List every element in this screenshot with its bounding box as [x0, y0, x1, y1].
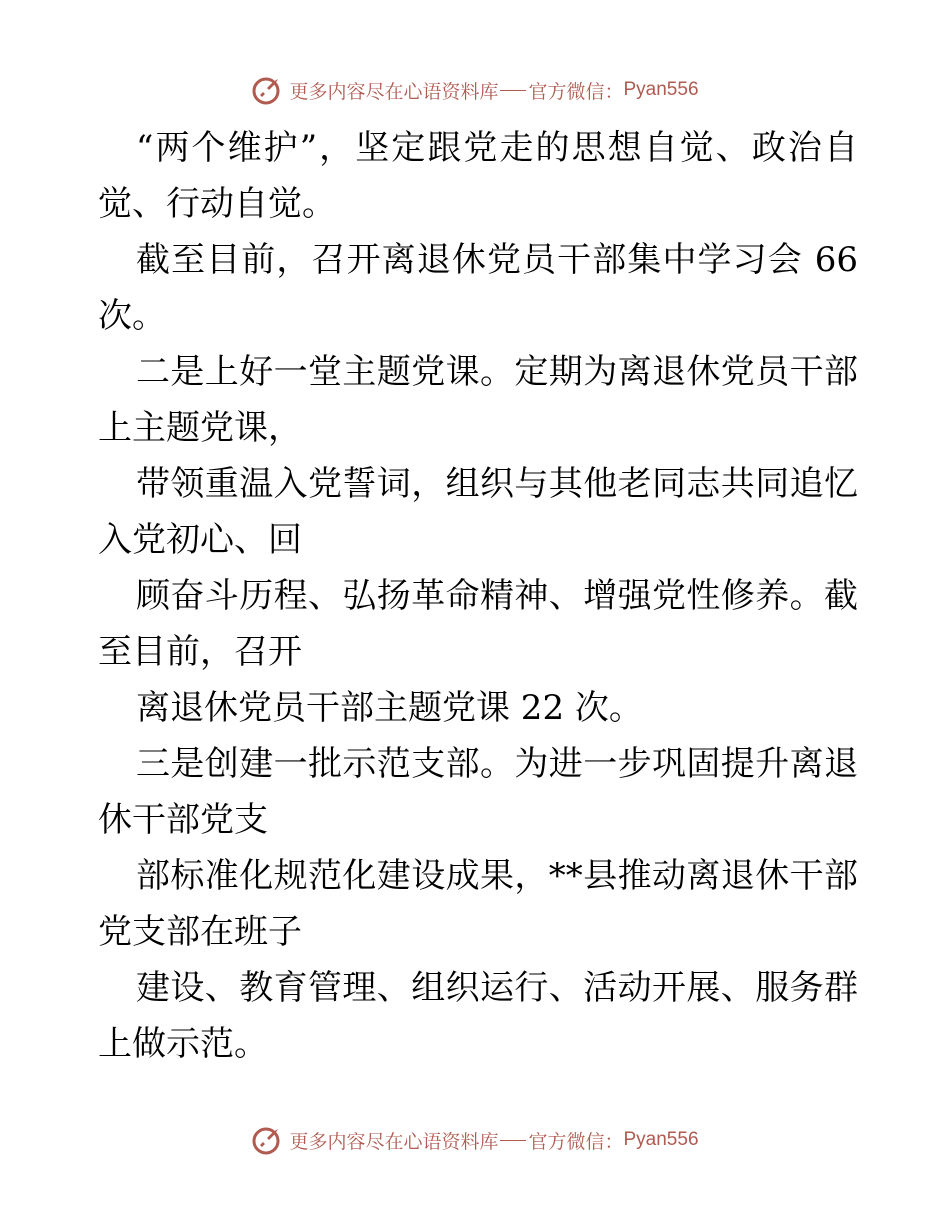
footer-watermark-main-text: 更多内容尽在心语资料库 [289, 1130, 499, 1153]
body-line: 党支部在班子 [98, 912, 302, 952]
body-line: 建设、教育管理、组织运行、活动开展、服务群 [136, 968, 858, 1008]
header-watermark-wechat-label: 官方微信： [528, 80, 624, 103]
body-line: 觉、行动自觉。 [98, 184, 336, 224]
pen-circle-logo-icon [251, 73, 285, 107]
body-line: 带领重温入党誓词，组织与其他老同志共同追忆 [136, 464, 858, 504]
body-line: 休干部党支 [98, 800, 268, 840]
header-watermark [0, 70, 950, 110]
body-line: 入党初心、回 [98, 520, 302, 560]
body-line: 截至目前，召开离退休党员干部集中学习会 66 [136, 240, 858, 280]
body-line: “两个维护”，坚定跟党走的思想自觉、政治自 [136, 128, 858, 168]
footer-watermark-separator [500, 1140, 526, 1141]
body-line: 顾奋斗历程、弘扬革命精神、增强党性修养。截 [136, 576, 858, 616]
body-line: 至目前，召开 [98, 632, 302, 672]
header-watermark-main-text: 更多内容尽在心语资料库 [289, 80, 499, 103]
body-line: 上做示范。 [98, 1024, 268, 1064]
body-line: 二是上好一堂主题党课。定期为离退休党员干部 [136, 352, 858, 392]
document-body [98, 120, 858, 1072]
header-watermark-wechat-id: Pyan556 [623, 79, 699, 100]
body-line: 次。 [98, 296, 166, 336]
footer-watermark-wechat-id: Pyan556 [623, 1129, 699, 1150]
footer-watermark-wechat-label: 官方微信： [528, 1130, 624, 1153]
footer-watermark [0, 1120, 950, 1160]
body-line: 上主题党课， [98, 408, 302, 448]
body-line: 部标准化规范化建设成果，**县推动离退休干部 [136, 856, 858, 896]
header-watermark-separator [500, 90, 526, 91]
body-line: 三是创建一批示范支部。为进一步巩固提升离退 [136, 744, 858, 784]
pen-circle-logo-icon [251, 1123, 285, 1157]
body-line: 离退休党员干部主题党课 22 次。 [136, 688, 643, 728]
